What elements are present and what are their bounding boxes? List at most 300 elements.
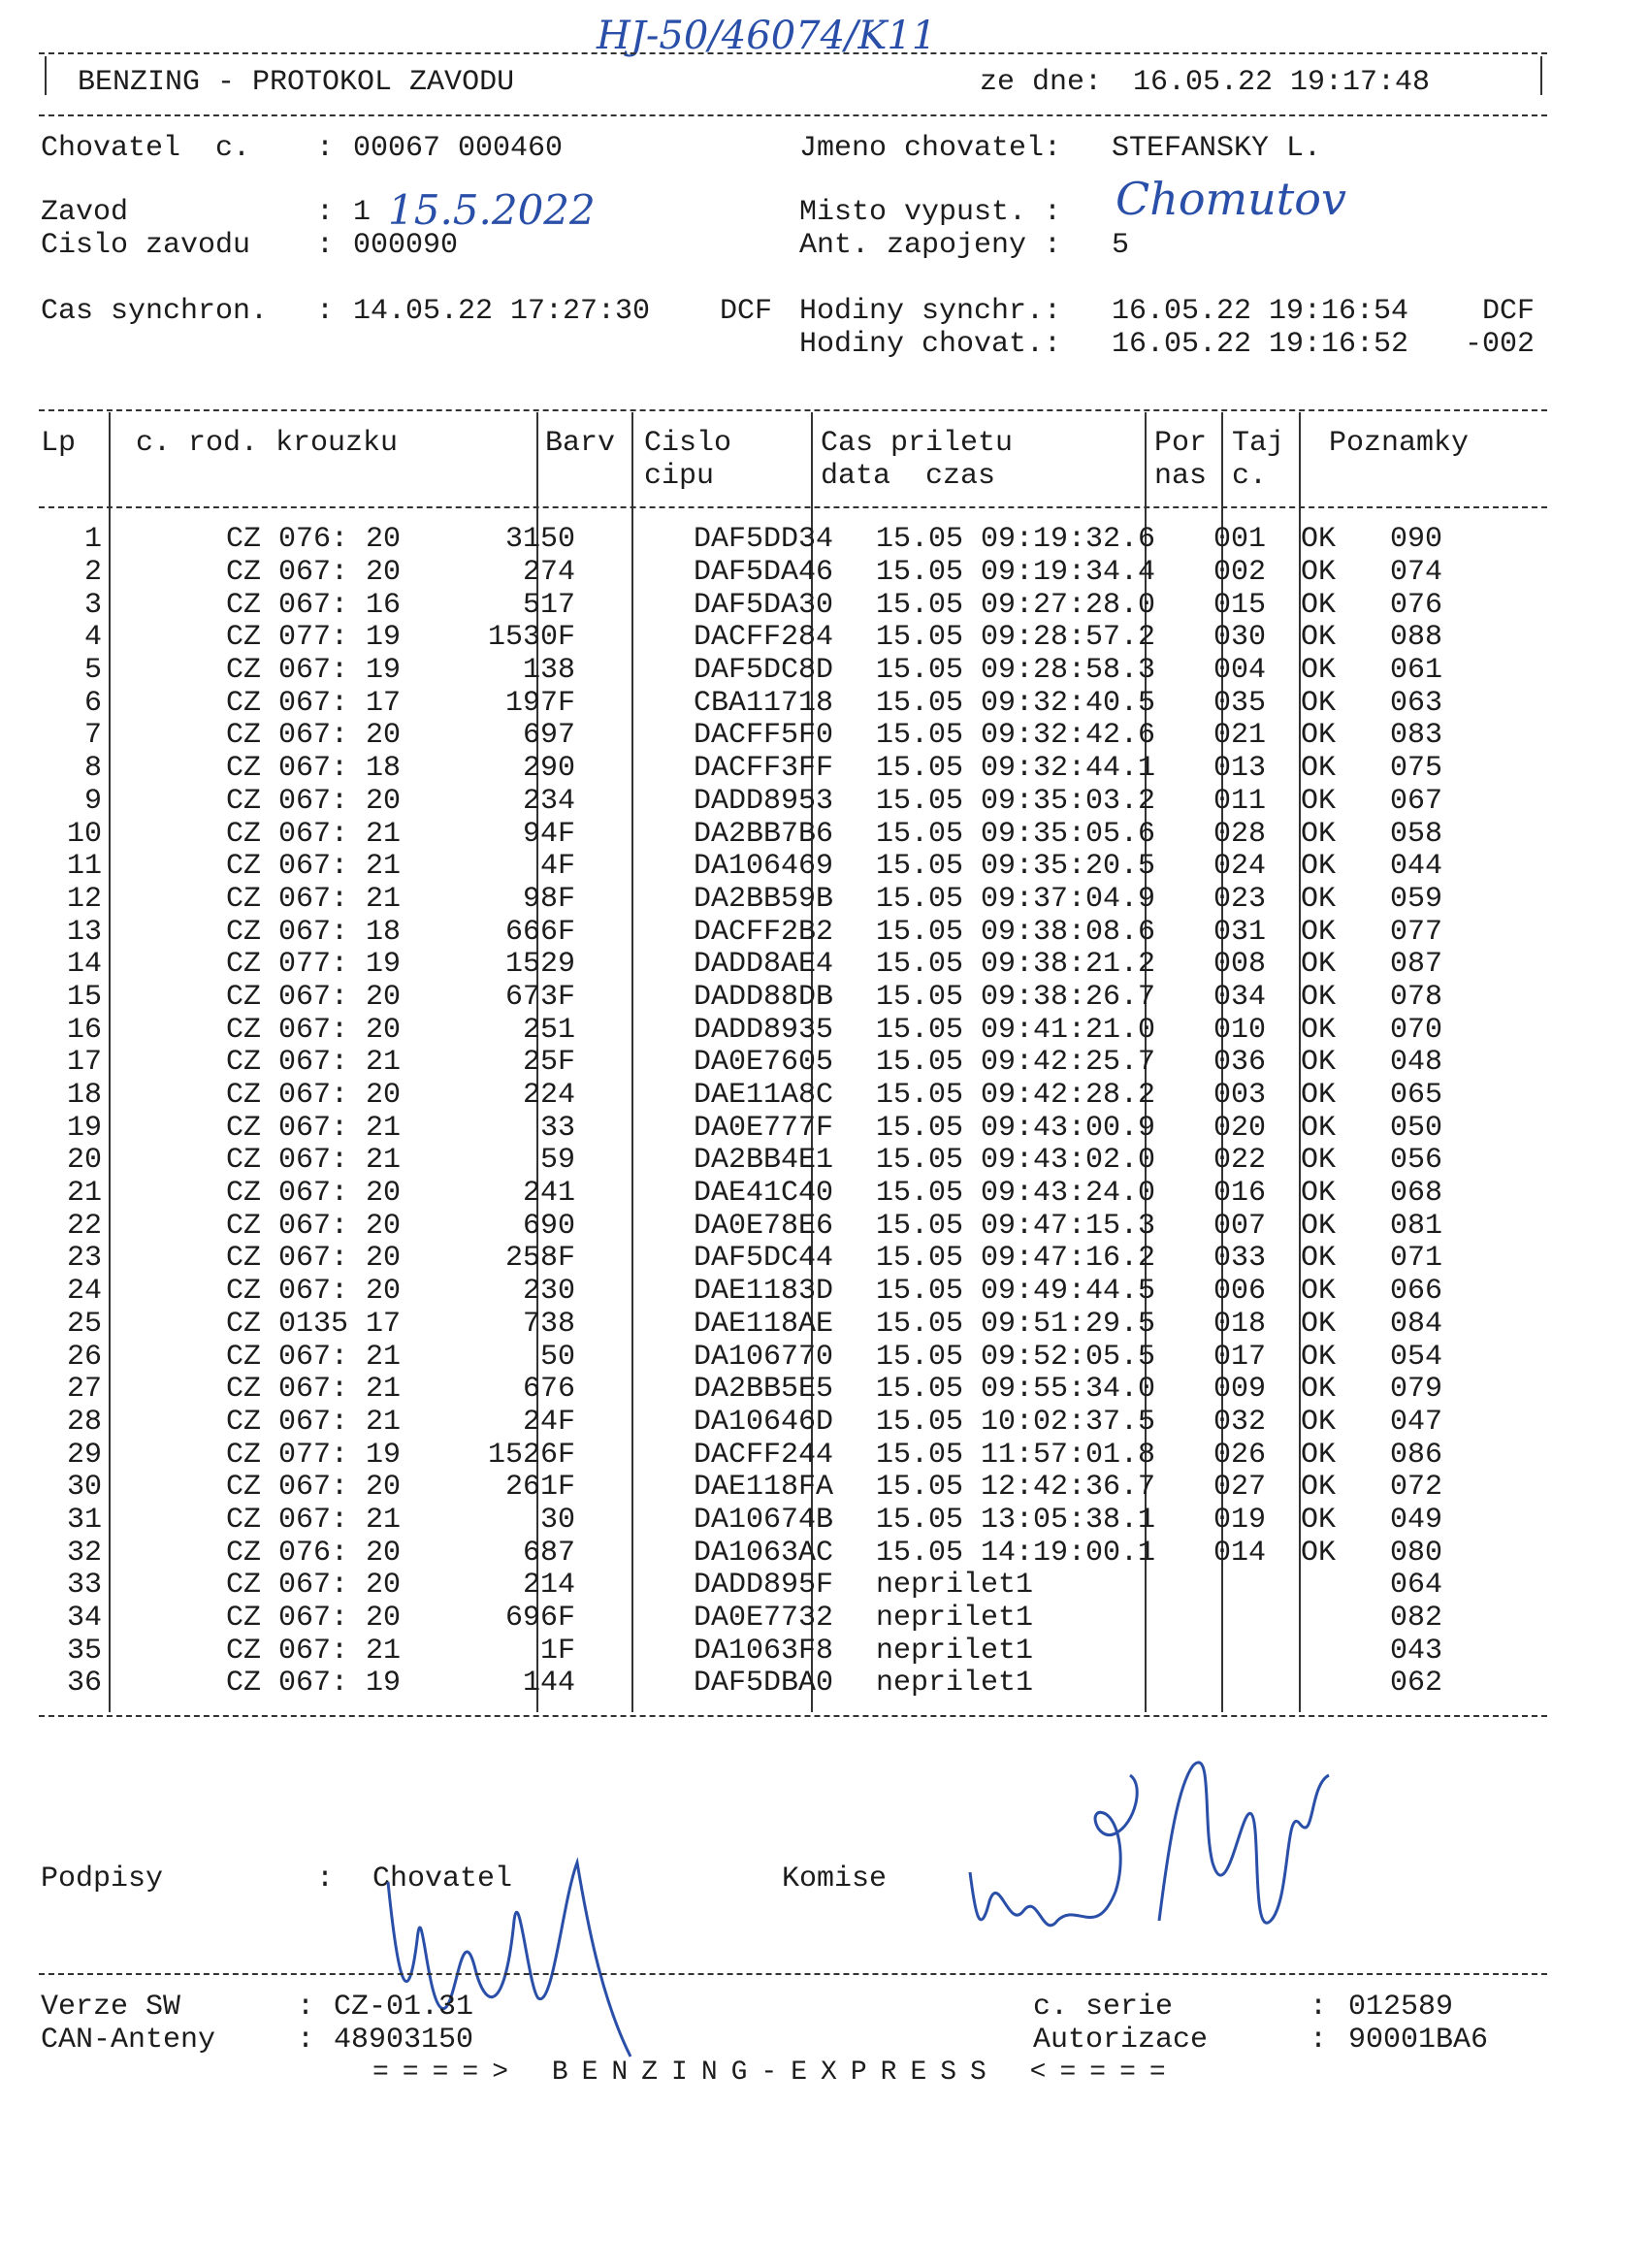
ring-number: 3150 bbox=[504, 523, 575, 557]
table-row bbox=[39, 916, 1584, 949]
row-por bbox=[1206, 1668, 1291, 1701]
col-header-time-2: data czas bbox=[821, 460, 996, 493]
ring-number: 738 bbox=[522, 1307, 575, 1341]
row-barv bbox=[575, 1047, 672, 1080]
ring-prefix: CZ 076: 20 bbox=[226, 523, 402, 557]
row-time: neprilet1 bbox=[876, 1569, 1034, 1603]
col-header-taj-1: Taj bbox=[1232, 427, 1285, 460]
row-por: 026 bbox=[1213, 1438, 1267, 1472]
row-lp: 26 bbox=[66, 1340, 102, 1374]
row-chip: DADD8953 bbox=[694, 784, 834, 818]
row-time: 15.05 09:32:44.1 bbox=[876, 752, 1156, 786]
ring-prefix: CZ 067: 20 bbox=[226, 556, 402, 590]
row-taj: OK bbox=[1301, 1079, 1337, 1113]
row-barv bbox=[575, 851, 672, 884]
row-por: 031 bbox=[1213, 915, 1267, 949]
row-taj bbox=[1291, 1668, 1378, 1701]
row-chip: DA1063AC bbox=[694, 1536, 834, 1570]
row-note: 090 bbox=[1390, 523, 1443, 557]
ring-prefix: CZ 067: 20 bbox=[226, 1209, 402, 1243]
header-right-border bbox=[1540, 56, 1542, 95]
row-lp: 4 bbox=[83, 621, 102, 655]
ring-number: 50 bbox=[539, 1340, 575, 1374]
misto-label: Misto vypust. : bbox=[799, 196, 1062, 229]
podpisy-label: Podpisy bbox=[41, 1863, 164, 1895]
table-row bbox=[39, 1276, 1584, 1309]
row-por bbox=[1206, 1635, 1291, 1668]
row-note: 067 bbox=[1390, 784, 1443, 818]
col-header-barv: Barv bbox=[545, 427, 616, 460]
ring-prefix: CZ 077: 19 bbox=[226, 621, 402, 655]
row-note: 048 bbox=[1390, 1046, 1443, 1080]
row-por: 018 bbox=[1213, 1307, 1267, 1341]
row-ring bbox=[110, 982, 575, 1015]
row-note: 082 bbox=[1390, 1602, 1443, 1636]
row-ring bbox=[110, 1047, 575, 1080]
row-lp: 31 bbox=[66, 1503, 102, 1537]
row-time: 15.05 09:42:28.2 bbox=[876, 1079, 1156, 1113]
row-chip: DAF5DA46 bbox=[694, 556, 834, 590]
ring-prefix: CZ 067: 21 bbox=[226, 1144, 402, 1178]
row-lp: 1 bbox=[83, 523, 102, 557]
row-por: 015 bbox=[1213, 588, 1267, 622]
header-bottom-rule bbox=[39, 114, 1547, 116]
row-ring bbox=[110, 720, 575, 753]
row-time: 15.05 09:27:28.0 bbox=[876, 588, 1156, 622]
table-row bbox=[39, 949, 1584, 982]
row-por: 019 bbox=[1213, 1503, 1267, 1537]
row-ring bbox=[110, 1080, 575, 1113]
row-ring bbox=[110, 1210, 575, 1243]
ring-number: 517 bbox=[522, 588, 575, 622]
row-taj: OK bbox=[1301, 980, 1337, 1014]
row-time: 15.05 13:05:38.1 bbox=[876, 1503, 1156, 1537]
ring-number: 224 bbox=[522, 1079, 575, 1113]
row-por: 004 bbox=[1213, 654, 1267, 688]
report-title: BENZING - PROTOKOL ZAVODU bbox=[78, 66, 515, 99]
col-header-chip-1: Cislo bbox=[644, 427, 732, 460]
row-time: 15.05 09:51:29.5 bbox=[876, 1307, 1156, 1341]
row-chip: DAE118AE bbox=[694, 1307, 834, 1341]
autorizace-label: Autorizace bbox=[1033, 2024, 1209, 2057]
row-ring bbox=[110, 851, 575, 884]
row-note: 068 bbox=[1390, 1177, 1443, 1211]
autorizace-value: 90001BA6 bbox=[1348, 2024, 1489, 2057]
ring-prefix: CZ 076: 20 bbox=[226, 1536, 402, 1570]
row-time: neprilet1 bbox=[876, 1634, 1034, 1668]
row-barv bbox=[575, 1080, 672, 1113]
ring-number: 94F bbox=[522, 817, 575, 851]
row-note: 059 bbox=[1390, 882, 1443, 916]
row-taj: OK bbox=[1301, 588, 1337, 622]
col-header-lp: Lp bbox=[41, 427, 77, 460]
row-taj: OK bbox=[1301, 915, 1337, 949]
ring-prefix: CZ 067: 20 bbox=[226, 1602, 402, 1636]
row-taj bbox=[1291, 1603, 1378, 1636]
row-barv bbox=[575, 1243, 672, 1276]
row-chip: DA2BB4E1 bbox=[694, 1144, 834, 1178]
table-row bbox=[39, 524, 1584, 557]
table-row bbox=[39, 1472, 1584, 1505]
ring-number: 197F bbox=[504, 686, 575, 720]
row-lp: 34 bbox=[66, 1602, 102, 1636]
row-ring bbox=[110, 655, 575, 688]
row-note: 072 bbox=[1390, 1471, 1443, 1505]
row-time: 15.05 11:57:01.8 bbox=[876, 1438, 1156, 1472]
row-lp: 8 bbox=[83, 752, 102, 786]
row-taj: OK bbox=[1301, 1307, 1337, 1341]
row-taj: OK bbox=[1301, 1144, 1337, 1178]
row-ring bbox=[110, 818, 575, 851]
row-ring bbox=[110, 1276, 575, 1309]
row-lp: 24 bbox=[66, 1275, 102, 1309]
row-chip: DA1063F8 bbox=[694, 1634, 834, 1668]
row-barv bbox=[575, 1112, 672, 1145]
ring-prefix: CZ 067: 18 bbox=[226, 915, 402, 949]
protocol-page: HJ-50/46074/K11 BENZING - PROTOKOL ZAVODU ze dne: 16.05.22 19:17:48 Chovatel c. : 00067 000460 Jmeno chovatel: STEFANSKY L. Zavod : 1 15.5.2022 Cislo zavodu : 000090 Misto vypust. : Chomutov Ant. zapojeny : 5 Cas synchron. : 14.05.22 17:27:30 DCF Hodiny synchr.: 16.05.22 19:16:54 DCF Hodiny chovat.: 16.05.22 19:16:52 -002 Lp c. rod. krouzku Barv Cislo cipu Cas priletu data czas Por nas Taj c. Poznamky 1 CZ 076: 20 3150 DAF5DD34 15.05 09:19:32.6 001 OK 090 2 CZ 067: 20 274 DAF5DA46 15.05 09:19:34.4 002 OK 074 3 CZ 067: 16 517 DAF5DA30 15.05 09:27:28.0 015 OK 076 4 CZ 077: 19 1530F DACFF284 15.05 09:28:57.2 030 OK 088 5 CZ 067: 19 138 DAF5DC8D 15.05 09:28:58.3 004 OK 061 6 CZ 067: 17 197F CBA11718 15.05 09:32:40.5 035 OK 063 7 CZ 067: 20 697 DACFF5F0 15.05 09:32:42.6 021 OK 083 8 CZ 067: 18 290 DACFF3FF 15.05 09:32:44.1 013 OK 075 9 CZ 067: 20 234 DADD8953 15.05 09:35:03.2 011 OK 067 10 CZ 067: 21 94F DA2BB7B6 15.05 09:35:05.6 028 OK 058 11 CZ 067: 21 4F DA106469 15.05 09:35:20.5 024 OK 044 12 CZ 067: 21 98F DA2BB59B 15.05 09:37:04.9 023 OK 059 13 CZ 067: 18 666F DACFF2B2 15.05 09:38:08.6 031 OK 077 14 CZ 077: 19 1529 DADD8AE4 15.05 09:38:21.2 008 OK 087 15 CZ 067: 20 673F DADD88DB 15.05 09:38:26.7 034 OK 078 16 CZ 067: 20 251 DADD8935 15.05 09:41:21.0 010 OK 070 17 CZ 067: 21 25F DA0E7605 15.05 09:42:25.7 036 OK 048 18 CZ 067: 20 224 DAE11A8C 15.05 09:42:28.2 003 OK 065 19 CZ 067: 21 33 DA0E777F 15.05 09:43:00.9 020 OK 050 20 CZ 067: 21 59 DA2BB4E1 15.05 09:43:02.0 022 OK 056 21 CZ 067: 20 241 DAE41C40 15.05 09:43:24.0 016 OK 068 22 CZ 067: 20 690 DA0E78E6 15.05 09:47:15.3 007 OK 081 23 CZ 067: 20 258F DAF5DC44 15.05 09:47:16.2 033 OK 071 24 CZ 067: 20 230 DAE1183D 15.05 09:49:44.5 006 OK 066 25 CZ 0135 17 738 DAE118AE 15.05 09:51:29.5 018 OK 084 26 CZ 067: 21 50 DA106770 15.05 09:52:05.5 017 OK 054 27 CZ 067: 21 676 DA2BB5E5 15.05 09:55:34.0 009 OK 079 28 CZ 067: 21 24F DA10646D 15.05 10:02:37.5 032 OK 047 29 CZ 077: 19 1526F DACFF244 15.05 11:57:01.8 026 OK 086 30 CZ 067: 20 261F DAE118FA 15.05 12:42:36.7 027 OK 072 31 CZ 067: 21 30 DA10674B 15.05 13:05:38.1 019 OK 049 32 CZ 076: 20 687 DA1063AC 15.05 14:19:00.1 014 OK 080 33 CZ 067: 20 214 DADD895F neprilet1 064 34 CZ 067: 20 696F DA0E7732 neprilet1 082 35 CZ 067: 21 1F DA1063F8 neprilet1 043 36 CZ 067: 19 144 DAF5DBA0 neprilet1 062 Podpisy : Chovatel Komise Verze SW : CZ-01.31 CAN-Anteny : 48903150 c. serie : 012589 Autorizace : 90001BA6 ====> BENZING-EXPRESS <==== bbox=[0, 0, 1649, 2268]
chovatel-value: 00067 000460 bbox=[353, 132, 564, 165]
row-barv bbox=[575, 1276, 672, 1309]
row-lp: 6 bbox=[83, 686, 102, 720]
row-taj: OK bbox=[1301, 719, 1337, 753]
row-chip: DACFF2B2 bbox=[694, 915, 834, 949]
row-ring bbox=[110, 622, 575, 655]
row-chip: DA10646D bbox=[694, 1405, 834, 1439]
row-note: 075 bbox=[1390, 752, 1443, 786]
cas-synchron-value: 14.05.22 17:27:30 bbox=[353, 295, 651, 328]
row-time: 15.05 09:28:57.2 bbox=[876, 621, 1156, 655]
row-por: 003 bbox=[1213, 1079, 1267, 1113]
row-barv bbox=[575, 622, 672, 655]
row-barv bbox=[575, 1145, 672, 1178]
row-taj: OK bbox=[1301, 1242, 1337, 1276]
can-label: CAN-Anteny bbox=[41, 2024, 216, 2057]
row-barv bbox=[575, 557, 672, 590]
row-barv bbox=[575, 818, 672, 851]
footer-top-rule bbox=[39, 1973, 1547, 1975]
row-lp: 20 bbox=[66, 1144, 102, 1178]
table-top-rule bbox=[39, 409, 1547, 411]
row-note: 088 bbox=[1390, 621, 1443, 655]
row-time: 15.05 14:19:00.1 bbox=[876, 1536, 1156, 1570]
row-note: 061 bbox=[1390, 654, 1443, 688]
ring-number: 214 bbox=[522, 1569, 575, 1603]
ring-number: 25F bbox=[522, 1046, 575, 1080]
table-row bbox=[39, 1407, 1584, 1440]
row-chip: DAF5DD34 bbox=[694, 523, 834, 557]
row-chip: DAE1183D bbox=[694, 1275, 834, 1309]
row-note: 050 bbox=[1390, 1111, 1443, 1145]
ring-number: 690 bbox=[522, 1209, 575, 1243]
ring-number: 30 bbox=[539, 1503, 575, 1537]
row-por: 014 bbox=[1213, 1536, 1267, 1570]
row-lp: 35 bbox=[66, 1634, 102, 1668]
row-time: 15.05 09:42:25.7 bbox=[876, 1046, 1156, 1080]
commission-signature-image bbox=[951, 1746, 1358, 1979]
row-lp: 27 bbox=[66, 1373, 102, 1407]
ring-prefix: CZ 067: 20 bbox=[226, 1177, 402, 1211]
row-por bbox=[1206, 1570, 1291, 1603]
row-ring bbox=[110, 1243, 575, 1276]
row-lp: 18 bbox=[66, 1079, 102, 1113]
row-barv bbox=[575, 1668, 672, 1701]
handwritten-release-place: Chomutov bbox=[1116, 173, 1346, 225]
row-barv bbox=[575, 1537, 672, 1570]
table-row bbox=[39, 1047, 1584, 1080]
row-note: 080 bbox=[1390, 1536, 1443, 1570]
ring-prefix: CZ 067: 20 bbox=[226, 719, 402, 753]
row-ring bbox=[110, 1178, 575, 1211]
col-header-chip-2: cipu bbox=[644, 460, 715, 493]
row-por: 036 bbox=[1213, 1046, 1267, 1080]
row-por: 011 bbox=[1213, 784, 1267, 818]
row-lp: 3 bbox=[83, 588, 102, 622]
ring-prefix: CZ 067: 20 bbox=[226, 1013, 402, 1047]
ring-prefix: CZ 067: 18 bbox=[226, 752, 402, 786]
row-taj: OK bbox=[1301, 1111, 1337, 1145]
row-barv bbox=[575, 1341, 672, 1374]
row-ring bbox=[110, 1407, 575, 1440]
row-taj: OK bbox=[1301, 1275, 1337, 1309]
row-barv bbox=[575, 1439, 672, 1472]
zavod-value: 1 bbox=[353, 196, 372, 229]
row-note: 043 bbox=[1390, 1634, 1443, 1668]
row-por: 002 bbox=[1213, 556, 1267, 590]
row-lp: 13 bbox=[66, 915, 102, 949]
table-row bbox=[39, 1341, 1584, 1374]
row-por: 030 bbox=[1213, 621, 1267, 655]
row-barv bbox=[575, 655, 672, 688]
row-por: 027 bbox=[1213, 1471, 1267, 1505]
row-barv bbox=[575, 1309, 672, 1342]
row-ring bbox=[110, 1537, 575, 1570]
row-time: 15.05 09:37:04.9 bbox=[876, 882, 1156, 916]
row-taj: OK bbox=[1301, 654, 1337, 688]
row-ring bbox=[110, 557, 575, 590]
row-barv bbox=[575, 916, 672, 949]
row-time: 15.05 09:28:58.3 bbox=[876, 654, 1156, 688]
row-chip: DAE118FA bbox=[694, 1471, 834, 1505]
row-barv bbox=[575, 589, 672, 622]
row-por: 010 bbox=[1213, 1013, 1267, 1047]
header-top-rule bbox=[39, 52, 1547, 54]
row-chip: DADD895F bbox=[694, 1569, 834, 1603]
row-chip: DAF5DBA0 bbox=[694, 1667, 834, 1701]
row-taj: OK bbox=[1301, 784, 1337, 818]
ring-number: 98F bbox=[522, 882, 575, 916]
table-row bbox=[39, 687, 1584, 720]
row-barv bbox=[575, 1603, 672, 1636]
hodiny-chovat-label: Hodiny chovat.: bbox=[799, 328, 1062, 361]
table-row bbox=[39, 1635, 1584, 1668]
ring-prefix: CZ 067: 19 bbox=[226, 1667, 402, 1701]
ring-number: 234 bbox=[522, 784, 575, 818]
row-note: 083 bbox=[1390, 719, 1443, 753]
row-note: 064 bbox=[1390, 1569, 1443, 1603]
komise-signature-label: Komise bbox=[782, 1863, 888, 1895]
row-lp: 21 bbox=[66, 1177, 102, 1211]
ring-number: 4F bbox=[539, 850, 575, 884]
ring-prefix: CZ 067: 21 bbox=[226, 1046, 402, 1080]
row-taj: OK bbox=[1301, 1405, 1337, 1439]
col-header-note: Poznamky bbox=[1329, 427, 1470, 460]
row-taj: OK bbox=[1301, 1536, 1337, 1570]
table-row bbox=[39, 1178, 1584, 1211]
row-note: 077 bbox=[1390, 915, 1443, 949]
row-taj: OK bbox=[1301, 1209, 1337, 1243]
row-note: 063 bbox=[1390, 686, 1443, 720]
row-chip: DA2BB59B bbox=[694, 882, 834, 916]
row-taj: OK bbox=[1301, 1438, 1337, 1472]
row-lp: 32 bbox=[66, 1536, 102, 1570]
ant-value: 5 bbox=[1112, 229, 1130, 262]
row-por: 020 bbox=[1213, 1111, 1267, 1145]
row-ring bbox=[110, 1112, 575, 1145]
cas-synchron-source: DCF bbox=[720, 295, 773, 328]
ring-prefix: CZ 067: 20 bbox=[226, 1471, 402, 1505]
row-chip: DA106469 bbox=[694, 850, 834, 884]
row-lp: 22 bbox=[66, 1209, 102, 1243]
row-time: 15.05 09:35:03.2 bbox=[876, 784, 1156, 818]
row-chip: DA0E777F bbox=[694, 1111, 834, 1145]
row-taj: OK bbox=[1301, 1013, 1337, 1047]
row-lp: 30 bbox=[66, 1471, 102, 1505]
row-note: 047 bbox=[1390, 1405, 1443, 1439]
row-barv bbox=[575, 1635, 672, 1668]
ring-number: 697 bbox=[522, 719, 575, 753]
handwritten-reference: HJ-50/46074/K11 bbox=[597, 14, 937, 58]
row-lp: 7 bbox=[83, 719, 102, 753]
row-time: neprilet1 bbox=[876, 1667, 1034, 1701]
row-por: 028 bbox=[1213, 817, 1267, 851]
row-lp: 16 bbox=[66, 1013, 102, 1047]
row-time: 15.05 09:49:44.5 bbox=[876, 1275, 1156, 1309]
row-taj: OK bbox=[1301, 621, 1337, 655]
row-barv bbox=[575, 1178, 672, 1211]
hodiny-synchr-value: 16.05.22 19:16:54 bbox=[1112, 295, 1409, 328]
ring-number: 138 bbox=[522, 654, 575, 688]
row-por: 016 bbox=[1213, 1177, 1267, 1211]
row-taj: OK bbox=[1301, 686, 1337, 720]
row-taj: OK bbox=[1301, 1177, 1337, 1211]
ring-number: 290 bbox=[522, 752, 575, 786]
row-time: neprilet1 bbox=[876, 1602, 1034, 1636]
table-row bbox=[39, 1309, 1584, 1342]
report-date-value: 16.05.22 19:17:48 bbox=[1133, 66, 1431, 99]
row-por: 008 bbox=[1213, 948, 1267, 982]
ring-number: 696F bbox=[504, 1602, 575, 1636]
ring-prefix: CZ 067: 20 bbox=[226, 980, 402, 1014]
row-note: 054 bbox=[1390, 1340, 1443, 1374]
ring-prefix: CZ 067: 20 bbox=[226, 1242, 402, 1276]
row-note: 081 bbox=[1390, 1209, 1443, 1243]
row-chip: DADD8AE4 bbox=[694, 948, 834, 982]
row-chip: DADD88DB bbox=[694, 980, 834, 1014]
row-chip: DAF5DC44 bbox=[694, 1242, 834, 1276]
row-por: 023 bbox=[1213, 882, 1267, 916]
cislo-zavodu-label: Cislo zavodu bbox=[41, 229, 251, 262]
row-lp: 28 bbox=[66, 1405, 102, 1439]
row-por bbox=[1206, 1603, 1291, 1636]
row-barv bbox=[575, 786, 672, 819]
row-ring bbox=[110, 1145, 575, 1178]
row-time: 15.05 09:43:00.9 bbox=[876, 1111, 1156, 1145]
row-note: 087 bbox=[1390, 948, 1443, 982]
row-taj: OK bbox=[1301, 1340, 1337, 1374]
row-ring bbox=[110, 687, 575, 720]
row-note: 062 bbox=[1390, 1667, 1443, 1701]
row-lp: 2 bbox=[83, 556, 102, 590]
row-lp: 11 bbox=[66, 850, 102, 884]
table-row bbox=[39, 982, 1584, 1015]
row-por: 001 bbox=[1213, 523, 1267, 557]
row-ring bbox=[110, 1505, 575, 1538]
ring-number: 261F bbox=[504, 1471, 575, 1505]
benzing-express-banner: ====> BENZING-EXPRESS <==== bbox=[372, 2057, 1180, 2088]
table-row bbox=[39, 557, 1584, 590]
ring-prefix: CZ 077: 19 bbox=[226, 948, 402, 982]
row-chip: DACFF3FF bbox=[694, 752, 834, 786]
row-taj: OK bbox=[1301, 1046, 1337, 1080]
row-barv bbox=[575, 1014, 672, 1047]
serie-label: c. serie bbox=[1033, 1991, 1174, 2024]
row-time: 15.05 09:32:42.6 bbox=[876, 719, 1156, 753]
row-barv bbox=[575, 524, 672, 557]
row-ring bbox=[110, 524, 575, 557]
header-left-border bbox=[45, 56, 47, 95]
row-ring bbox=[110, 884, 575, 917]
row-time: 15.05 09:32:40.5 bbox=[876, 686, 1156, 720]
row-chip: DA10674B bbox=[694, 1503, 834, 1537]
row-note: 058 bbox=[1390, 817, 1443, 851]
row-ring bbox=[110, 786, 575, 819]
row-chip: DAE41C40 bbox=[694, 1177, 834, 1211]
table-row bbox=[39, 1145, 1584, 1178]
row-taj: OK bbox=[1301, 1471, 1337, 1505]
table-row bbox=[39, 851, 1584, 884]
row-time: 15.05 09:47:16.2 bbox=[876, 1242, 1156, 1276]
ring-prefix: CZ 067: 21 bbox=[226, 882, 402, 916]
ring-prefix: CZ 067: 20 bbox=[226, 784, 402, 818]
table-row bbox=[39, 1668, 1584, 1701]
ring-number: 1F bbox=[539, 1634, 575, 1668]
row-time: 15.05 09:43:02.0 bbox=[876, 1144, 1156, 1178]
row-ring bbox=[110, 1341, 575, 1374]
ring-number: 676 bbox=[522, 1373, 575, 1407]
table-row bbox=[39, 622, 1584, 655]
table-row bbox=[39, 1603, 1584, 1636]
row-chip: CBA11718 bbox=[694, 686, 834, 720]
row-lp: 36 bbox=[66, 1667, 102, 1701]
verze-value: CZ-01.31 bbox=[334, 1991, 474, 2024]
row-ring bbox=[110, 1668, 575, 1701]
row-taj: OK bbox=[1301, 752, 1337, 786]
table-row bbox=[39, 1210, 1584, 1243]
hodiny-synchr-source: DCF bbox=[1482, 295, 1536, 328]
verze-label: Verze SW bbox=[41, 1991, 181, 2024]
can-value: 48903150 bbox=[334, 2024, 474, 2057]
table-header-rule bbox=[39, 506, 1547, 508]
ring-prefix: CZ 067: 20 bbox=[226, 1275, 402, 1309]
table-row bbox=[39, 1080, 1584, 1113]
row-barv bbox=[575, 949, 672, 982]
ring-number: 258F bbox=[504, 1242, 575, 1276]
row-barv bbox=[575, 1472, 672, 1505]
ring-number: 241 bbox=[522, 1177, 575, 1211]
row-por: 013 bbox=[1213, 752, 1267, 786]
ant-label: Ant. zapojeny : bbox=[799, 229, 1062, 262]
ring-prefix: CZ 067: 21 bbox=[226, 1503, 402, 1537]
